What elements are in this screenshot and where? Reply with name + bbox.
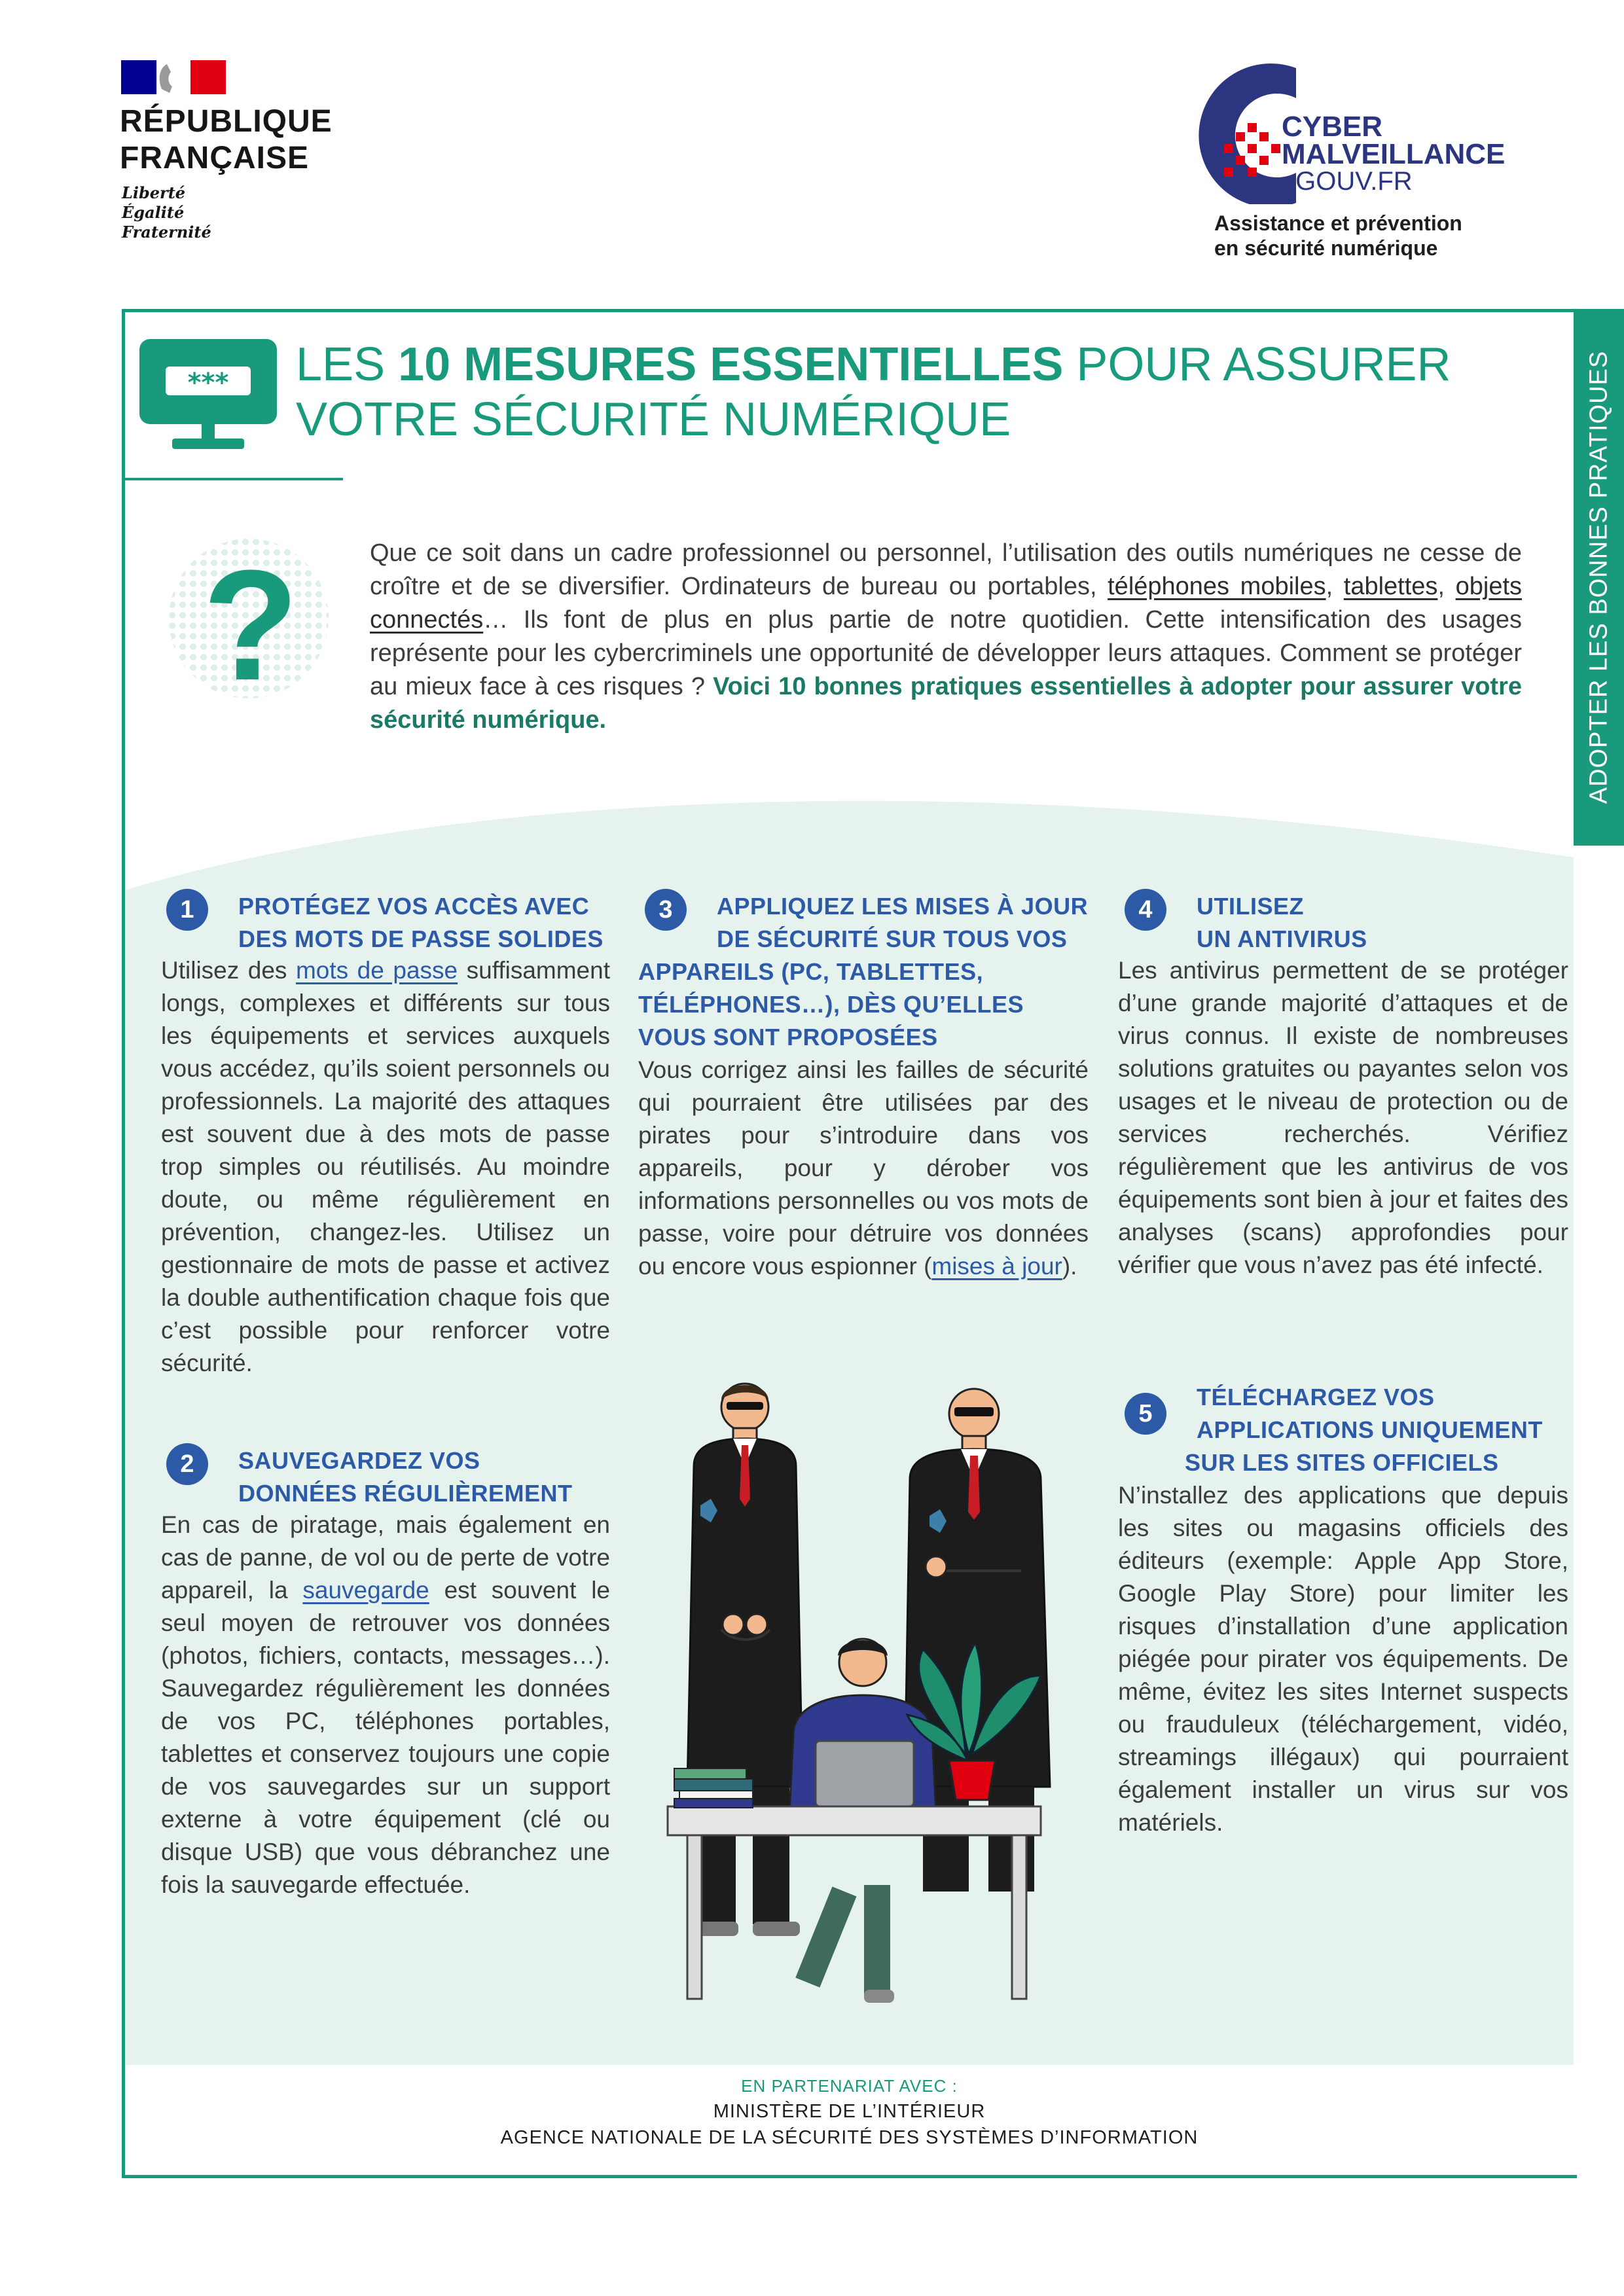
marianne-logo: [121, 60, 226, 94]
guard-left: [687, 1384, 803, 1936]
title-bold: 10 MESURES ESSENTIELLES: [398, 338, 1064, 391]
intro-bold: Voici 10 bonnes pratiques essentielles à adopter pour assurer votre sécurité numérique.: [370, 673, 1522, 734]
tagline-line1: Assistance et prévention: [1214, 211, 1462, 235]
side-tab-label: ADOPTER LES BONNES PRATIQUES: [1585, 350, 1612, 804]
logo-gouv-fr: .GOUV.FR: [1288, 167, 1413, 196]
logo-cyber: CYBER: [1282, 111, 1383, 143]
section-number-2: 2: [166, 1443, 208, 1485]
link-mises-a-jour[interactable]: mises à jour: [931, 1253, 1062, 1280]
section-body-5: N’installez des applications que depuis les sites ou magasins officiels des éditeurs (exemple: Apple App Store, Google Play Store) pour limiter les risques d’installation d’une application piégée pour pirater vos équipements. De même, évitez les sites Internet suspects ou frauduleux (téléchargement, vidéo, streamings illégaux) qui pourraient également installer un virus sur vos matériels.: [1118, 1482, 1568, 1836]
security-guards-illustration: [648, 1368, 1080, 2016]
section-heading-4: UTILISEZ UN ANTIVIRUS: [1197, 893, 1367, 952]
republique-francaise: [120, 103, 333, 177]
link-tablettes[interactable]: tablettes: [1343, 573, 1438, 600]
section-heading-3: APPLIQUEZ LES MISES À JOUR DE SÉCURITÉ SUR TOUS VOS APPAREILS (PC, TABLETTES, TÉLÉPHONES…), DÈS QU’ELLES VOUS SONT PROPOSÉES: [638, 893, 1089, 1050]
section-heading-2: SAUVEGARDEZ VOS DONNÉES RÉGULIÈREMENT: [238, 1447, 573, 1507]
gov-name-line2: FRANÇAISE: [120, 141, 310, 175]
monitor-password-icon: [139, 339, 277, 452]
section-number-4: 4: [1125, 889, 1166, 931]
title-part2: POUR ASSURER: [1063, 338, 1451, 391]
svg-text:?: ?: [202, 537, 299, 700]
partner-anssi: AGENCE NATIONALE DE LA SÉCURITÉ DES SYSTÈMES D’INFORMATION: [500, 2127, 1199, 2148]
partner-ministere: MINISTÈRE DE L’INTÉRIEUR: [713, 2101, 986, 2122]
section-body-3: Vous corrigez ainsi les failles de sécurité qui pourraient être utilisées par des pirates pour s’introduire dans vos appareils, pour y dérober vos informations personnelles ou vos mots de passe, voire pour détruire vos données ou encore vous espionner (mises à jour).: [638, 1056, 1089, 1280]
intro-paragraph: Que ce soit dans un cadre professionnel ou personnel, l’utilisation des outils numériques ne cesse de croître et de se diversifier. Ordinateurs de bureau ou portables, téléphones mobiles, tablettes, objets connectés… Ils font de plus en plus partie de notre quotidien. Cette intensification des usages représente pour les cybercriminels une opportunité de développer leurs attaques. Comment se protéger au mieux face à ces risques ? Voici 10 bonnes pratiques essentielles à adopter pour assurer votre sécurité numérique.: [370, 539, 1523, 734]
motto-liberte: Liberté: [122, 183, 186, 202]
section-body-4: Les antivirus permettent de se protéger d’une grande majorité d’attaques et de virus connus. Il existe de nombreuses solutions gratuites ou payantes selon vos usages et le niveau de protection ou de services recherchés. Vérifiez régulièrement que les antivirus de vos équipements sont bien à jour et faites des analyses (scans) approfondies pour vérifier que vous n’avez pas été infecté.: [1118, 957, 1568, 1278]
link-objets-connectes[interactable]: objets connectés: [370, 573, 1523, 634]
logo-malveillance: MALVEILLANCE: [1282, 138, 1506, 170]
section-number-5: 5: [1125, 1393, 1166, 1435]
question-mark-icon: [167, 537, 331, 700]
tagline-line2: en sécurité numérique: [1214, 236, 1438, 260]
link-mots-de-passe[interactable]: mots de passe: [295, 957, 458, 984]
partnership-footer: [125, 2073, 1574, 2151]
motto-fraternite: Fraternité: [122, 223, 211, 242]
section-heading-1: PROTÉGEZ VOS ACCÈS AVEC DES MOTS DE PASSE SOLIDES: [238, 893, 604, 952]
logo-tagline: [1214, 211, 1462, 260]
title-underline: [124, 478, 343, 480]
gov-name-line1: RÉPUBLIQUE: [120, 104, 333, 139]
section-number-3: 3: [645, 889, 687, 931]
section-body-2: En cas de piratage, mais également en cas de panne, de vol ou de perte de votre appareil, la sauvegarde est souvent le seul moyen de retrouver vos données (photos, fichiers, contacts, messages…). Sauvegardez régulièrement les données de vos PC, téléphones portables, tablettes et conservez toujours une copie de vos sauvegardes sur un support externe à votre équipement (clé ou disque USB) que vous débranchez une fois la sauvegarde effectuée.: [161, 1511, 610, 1898]
link-sauvegarde[interactable]: sauvegarde: [302, 1577, 429, 1604]
page-title: [296, 337, 1540, 447]
section-number-1: 1: [166, 889, 208, 931]
link-telephones-mobiles[interactable]: téléphones mobiles: [1108, 573, 1326, 600]
motto-egalite: Égalité: [122, 203, 185, 222]
motto: [122, 183, 211, 242]
section-heading-5: TÉLÉCHARGEZ VOS APPLICATIONS UNIQUEMENT SUR LES SITES OFFICIELS: [1185, 1384, 1543, 1476]
title-line2: VOTRE SÉCURITÉ NUMÉRIQUE: [296, 393, 1011, 446]
section-body-1: Utilisez des mots de passe suffisamment longs, complexes et différents sur tous les équipements et services auxquels vous accédez, qu’ils soient personnels ou professionnels. La majorité des attaques est souvent due à des mots de passe trop simples ou réutilisés. Au moindre doute, ou même régulièrement en prévention, changez-les. Utilisez un gestionnaire de mots de passe et activez la double authentification chaque fois que c’est possible pour renforcer votre sécurité.: [161, 957, 610, 1376]
password-stars: ***: [187, 368, 229, 398]
title-part1: LES: [296, 338, 399, 391]
partner-label: EN PARTENARIAT AVEC :: [741, 2076, 958, 2096]
